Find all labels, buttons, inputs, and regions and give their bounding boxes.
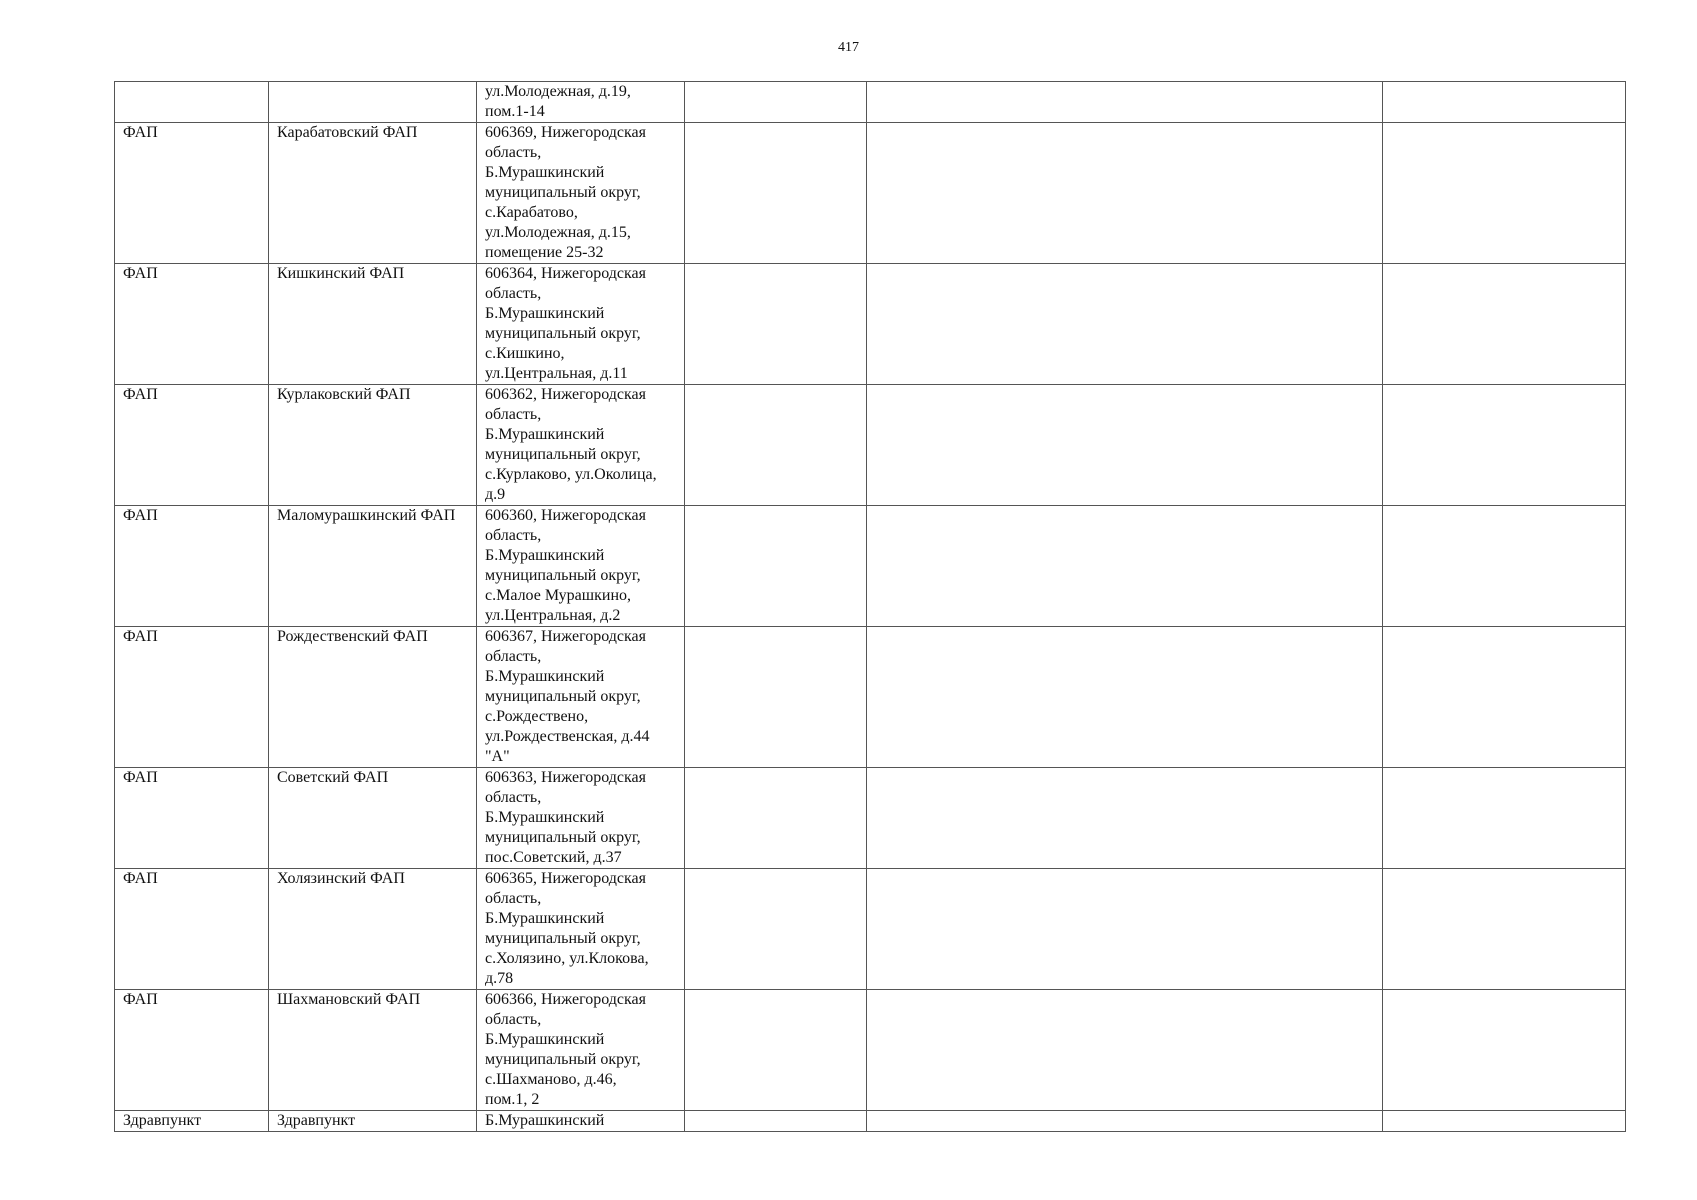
address-line: д.78 (485, 970, 514, 987)
address-line: ул.Молодежная, д.19, (485, 83, 631, 100)
empty-cell-6 (1383, 990, 1626, 1111)
address-line: Б.Мурашкинский (485, 809, 605, 826)
address-line: 606366, Нижегородская (485, 991, 646, 1008)
empty-cell-5 (867, 123, 1383, 264)
empty-cell-6 (1383, 506, 1626, 627)
empty-cell-4 (685, 1111, 867, 1132)
address-line: с.Курлаково, ул.Околица, (485, 466, 657, 483)
address-line: д.9 (485, 486, 506, 503)
address-line: 606363, Нижегородская (485, 769, 646, 786)
address-line: 606360, Нижегородская (485, 507, 646, 524)
empty-cell-6 (1383, 123, 1626, 264)
address-line: муниципальный округ, (485, 829, 641, 846)
table-row (115, 506, 1626, 627)
address-line: 606365, Нижегородская (485, 870, 646, 887)
address-line: муниципальный округ, (485, 446, 641, 463)
empty-cell-5 (867, 768, 1383, 869)
address-line: область, (485, 527, 542, 544)
empty-cell-6 (1383, 1111, 1626, 1132)
address-line: муниципальный округ, (485, 184, 641, 201)
empty-cell-6 (1383, 385, 1626, 506)
facility-type-cell: ФАП (115, 869, 269, 990)
address-line: область, (485, 1011, 542, 1028)
facility-address-cell (477, 627, 685, 768)
address-line: 606364, Нижегородская (485, 265, 646, 282)
facility-name-cell: Советский ФАП (269, 768, 477, 869)
address-line: с.Малое Мурашкино, (485, 587, 631, 604)
table-row (115, 1111, 1626, 1132)
facility-address-cell (477, 82, 685, 123)
facility-address-cell (477, 123, 685, 264)
address-line: область, (485, 285, 542, 302)
address-line: помещение 25-32 (485, 244, 604, 261)
address-line: 606367, Нижегородская (485, 628, 646, 645)
table-body (115, 82, 1626, 1132)
empty-cell-6 (1383, 82, 1626, 123)
empty-cell-5 (867, 869, 1383, 990)
empty-cell-6 (1383, 627, 1626, 768)
address-line: пом.1, 2 (485, 1091, 540, 1108)
empty-cell-6 (1383, 869, 1626, 990)
empty-cell-5 (867, 627, 1383, 768)
address-line: ул.Рождественская, д.44 (485, 728, 650, 745)
facility-address-cell (477, 1111, 685, 1132)
facility-type-cell: ФАП (115, 123, 269, 264)
empty-cell-5 (867, 264, 1383, 385)
address-line: с.Холязино, ул.Клокова, (485, 950, 649, 967)
facility-name-cell: Рождественский ФАП (269, 627, 477, 768)
address-line: область, (485, 890, 542, 907)
table-row (115, 385, 1626, 506)
empty-cell-5 (867, 506, 1383, 627)
table-row (115, 990, 1626, 1111)
table-row (115, 869, 1626, 990)
address-line: 606369, Нижегородская (485, 124, 646, 141)
address-line: 606362, Нижегородская (485, 386, 646, 403)
table-row (115, 627, 1626, 768)
empty-cell-6 (1383, 264, 1626, 385)
address-line: муниципальный округ, (485, 1051, 641, 1068)
address-line: ул.Центральная, д.2 (485, 607, 621, 624)
empty-cell-4 (685, 123, 867, 264)
empty-cell-5 (867, 82, 1383, 123)
facility-type-cell: ФАП (115, 385, 269, 506)
facility-type-cell (115, 82, 269, 123)
address-line: Б.Мурашкинский (485, 164, 605, 181)
address-line: Б.Мурашкинский (485, 668, 605, 685)
address-line: пос.Советский, д.37 (485, 849, 622, 866)
facility-type-cell: ФАП (115, 768, 269, 869)
facility-address-cell (477, 385, 685, 506)
empty-cell-4 (685, 869, 867, 990)
facility-type-cell: ФАП (115, 990, 269, 1111)
facility-type-cell: ФАП (115, 506, 269, 627)
address-line: с.Карабатово, (485, 204, 578, 221)
address-line: с.Шахманово, д.46, (485, 1071, 617, 1088)
table-row (115, 768, 1626, 869)
empty-cell-4 (685, 385, 867, 506)
facility-type-cell: ФАП (115, 264, 269, 385)
facility-type-cell: Здравпункт (115, 1111, 269, 1132)
facility-name-cell (269, 82, 477, 123)
empty-cell-4 (685, 990, 867, 1111)
address-line: Б.Мурашкинский (485, 547, 605, 564)
address-line: муниципальный округ, (485, 930, 641, 947)
address-line: муниципальный округ, (485, 567, 641, 584)
address-line: пом.1-14 (485, 103, 545, 120)
empty-cell-4 (685, 82, 867, 123)
address-line: Б.Мурашкинский (485, 910, 605, 927)
empty-cell-5 (867, 990, 1383, 1111)
facility-name-cell: Здравпункт (269, 1111, 477, 1132)
facility-name-cell: Холязинский ФАП (269, 869, 477, 990)
address-line: область, (485, 144, 542, 161)
page-number: 417 (838, 40, 859, 55)
facility-type-cell: ФАП (115, 627, 269, 768)
facility-name-cell: Курлаковский ФАП (269, 385, 477, 506)
empty-cell-5 (867, 1111, 1383, 1132)
address-line: Б.Мурашкинский (485, 1031, 605, 1048)
address-line: муниципальный округ, (485, 688, 641, 705)
facility-address-cell (477, 768, 685, 869)
empty-cell-6 (1383, 768, 1626, 869)
empty-cell-4 (685, 627, 867, 768)
facility-name-cell: Карабатовский ФАП (269, 123, 477, 264)
facility-address-cell (477, 990, 685, 1111)
address-line: ул.Молодежная, д.15, (485, 224, 631, 241)
address-line: область, (485, 648, 542, 665)
address-line: "А" (485, 748, 510, 765)
table-row (115, 82, 1626, 123)
empty-cell-5 (867, 385, 1383, 506)
address-line: с.Кишкино, (485, 345, 565, 362)
empty-cell-4 (685, 768, 867, 869)
empty-cell-4 (685, 264, 867, 385)
address-line: Б.Мурашкинский (485, 1112, 605, 1129)
address-line: с.Рождествено, (485, 708, 589, 725)
facility-address-cell (477, 506, 685, 627)
empty-cell-4 (685, 506, 867, 627)
address-line: Б.Мурашкинский (485, 426, 605, 443)
facility-name-cell: Маломурашкинский ФАП (269, 506, 477, 627)
facility-address-cell (477, 869, 685, 990)
address-line: муниципальный округ, (485, 325, 641, 342)
table-row (115, 264, 1626, 385)
facility-name-cell: Шахмановский ФАП (269, 990, 477, 1111)
address-line: ул.Центральная, д.11 (485, 365, 628, 382)
address-line: Б.Мурашкинский (485, 305, 605, 322)
table-row (115, 123, 1626, 264)
address-line: область, (485, 789, 542, 806)
address-line: область, (485, 406, 542, 423)
facility-address-cell (477, 264, 685, 385)
facility-name-cell: Кишкинский ФАП (269, 264, 477, 385)
facilities-table (114, 81, 1626, 1132)
